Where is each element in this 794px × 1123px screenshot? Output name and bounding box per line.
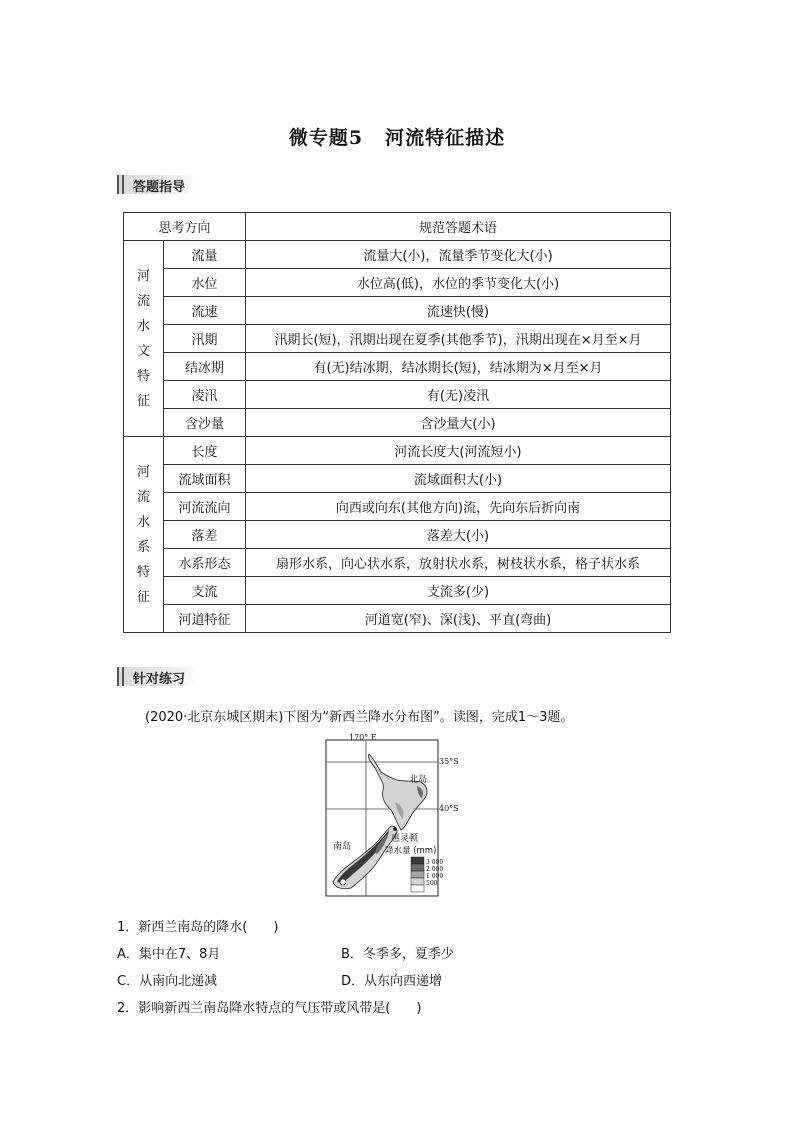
feature-cell: 流量 [164,241,246,269]
question-1-stem: 1．新西兰南岛的降水( ) [117,920,279,935]
section-header-guide [117,175,197,194]
legend-title: 降水量 (mm) [385,846,437,856]
legend-value: 2 000 [426,866,444,873]
feature-cell: 水系形态 [164,549,246,577]
category-river-system: 河 流 水 系 特 征 [124,437,164,633]
table-row [124,381,671,409]
lat-label-35: 35°S [439,757,459,766]
table-row [124,325,671,353]
feature-cell: 结冰期 [164,353,246,381]
term-cell: 汛期长(短)，汛期出现在夏季(其他季节)，汛期出现在×月至×月 [246,325,671,353]
table-row [124,549,671,577]
feature-cell: 流速 [164,297,246,325]
table-row [124,605,671,633]
answer-guide-table [123,212,671,633]
option-b: B．冬季多，夏季少 [341,947,454,962]
table-row [124,437,671,465]
option-a: A．集中在7、8月 [117,947,221,962]
table-row [124,269,671,297]
table-row [124,241,671,269]
term-cell: 扇形水系，向心状水系，放射状水系，树枝状水系，格子状水系 [246,549,671,577]
term-cell: 流域面积大(小) [246,465,671,493]
north-island-label: 北岛 [409,775,428,785]
term-cell: 含沙量大(小) [246,409,671,437]
term-cell: 水位高(低)，水位的季节变化大(小) [246,269,671,297]
table-row [124,465,671,493]
feature-cell: 汛期 [164,325,246,353]
south-island-label: 南岛 [333,842,352,852]
question-2-stem: 2．影响新西兰南岛降水特点的气压带或风带是( ) [117,1001,422,1016]
term-cell: 河道宽(窄)、深(浅)、平直(弯曲) [246,605,671,633]
table-row [124,409,671,437]
stewart-island [340,879,346,885]
legend-swatch [411,878,424,885]
term-cell: 落差大(小) [246,521,671,549]
term-cell: 有(无)凌汛 [246,381,671,409]
feature-cell: 落差 [164,521,246,549]
feature-cell: 河流流向 [164,493,246,521]
section-label: 答题指导 [133,180,186,195]
term-cell: 流速快(慢) [246,297,671,325]
section-label: 针对练习 [133,672,186,687]
legend-value: 1 000 [426,873,444,880]
legend-swatch [411,871,424,878]
header-terms: 规范答题术语 [246,213,671,241]
feature-cell: 河道特征 [164,605,246,633]
table-row [124,521,671,549]
wellington-marker-icon [393,827,397,831]
category-hydrology: 河 流 水 文 特 征 [124,241,164,437]
table-row [124,353,671,381]
city-label: 惠灵顿 [391,834,419,844]
feature-cell: 流域面积 [164,465,246,493]
table-row [124,577,671,605]
title-prefix: 微专题5 [288,127,364,149]
legend-value: 500 [426,880,438,887]
term-cell: 河流长度大(河流短小) [246,437,671,465]
header-direction: 思考方向 [124,213,246,241]
feature-cell: 含沙量 [164,409,246,437]
new-zealand-precipitation-map [325,732,467,897]
section-marker-icon [117,667,125,686]
legend-swatch [411,864,424,871]
term-cell: 向西或向东(其他方向)流，先向东后折向南 [246,493,671,521]
lat-label-40: 40°S [439,804,459,813]
feature-cell: 凌汛 [164,381,246,409]
section-header-practice [117,667,197,686]
feature-cell: 水位 [164,269,246,297]
term-cell: 流量大(小)，流量季节变化大(小) [246,241,671,269]
table-row [124,297,671,325]
table-header-row [124,213,671,241]
term-cell: 有(无)结冰期，结冰期长(短)，结冰期为×月至×月 [246,353,671,381]
legend-value: 3 000 [426,859,444,866]
legend-swatch [411,885,424,892]
lon-label: 170° E [349,733,377,742]
legend-swatch [411,857,424,864]
feature-cell: 支流 [164,577,246,605]
feature-cell: 长度 [164,437,246,465]
term-cell: 支流多(少) [246,577,671,605]
option-c: C．从南向北递减 [117,974,218,989]
section-marker-icon [117,175,125,194]
option-d: D．从东向西递增 [341,974,443,989]
page-title [0,123,794,150]
question-intro: (2020·北京东城区期末)下图为“新西兰降水分布图”。读图，完成1～3题。 [145,710,574,725]
table-row [124,493,671,521]
title-main: 河流特征描述 [385,127,506,149]
